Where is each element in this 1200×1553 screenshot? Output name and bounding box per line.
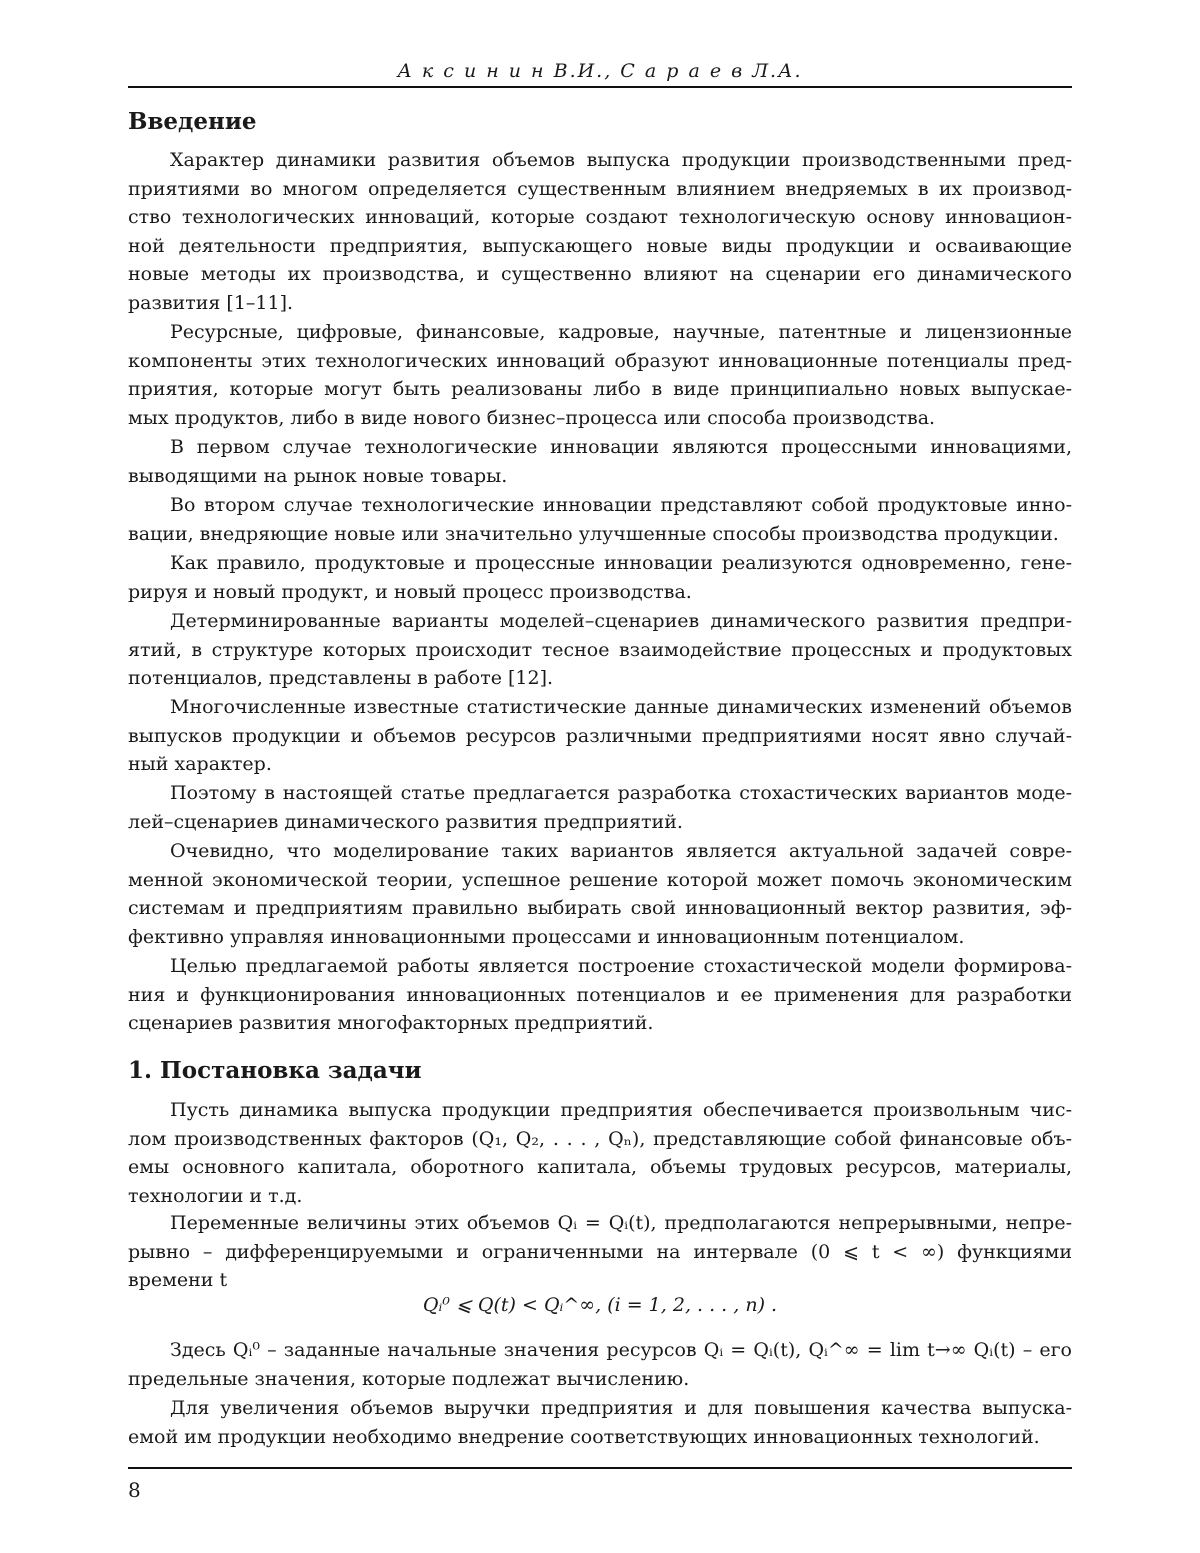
header-rule [128, 86, 1072, 88]
page-number: 8 [128, 1478, 141, 1502]
paragraph [128, 1096, 1072, 1210]
paragraph-line: выпусков продукции и объемов ресурсов различными предприятиями носят явно случай- [128, 724, 1072, 747]
paragraph-line: технологии и т.д. [128, 1184, 303, 1207]
paragraph-line: Как правило, продуктовые и процессные инновации реализуются одновременно, гене- [170, 552, 1072, 574]
paragraph-line: Многочисленные известные статистические данные динамических изменений объемов [170, 696, 1072, 718]
paragraph-line: рируя и новый продукт, и новый процесс производства. [128, 580, 692, 603]
paragraph-line: Для увеличения объемов выручки предприятия и для повышения качества выпуска- [170, 1397, 1072, 1419]
paragraph-line: ство технологических инноваций, которые создают технологическую основу инновацион- [128, 206, 1072, 229]
paragraph-line: приятиями во многом определяется существенным влиянием внедряемых в их производ- [128, 177, 1072, 200]
footer-rule [128, 1467, 1072, 1469]
section-title-problem-statement: 1. Постановка задачи [128, 1057, 422, 1084]
paragraph-line: развития [1–11]. [128, 291, 294, 314]
paragraph [128, 952, 1072, 1038]
paragraph-line: Здесь Qᵢ⁰ – заданные начальные значения ресурсов Qᵢ = Qᵢ(t), Qᵢ^∞ = lim t→∞ Qᵢ(t) – его [170, 1339, 1072, 1361]
paragraph-line: компоненты этих технологических инноваций образуют инновационные потенциалы пред- [128, 349, 1072, 372]
paragraph [128, 318, 1072, 432]
paragraph-line: выводящими на рынок новые товары. [128, 464, 508, 487]
paragraph [128, 1336, 1072, 1393]
paragraph [128, 146, 1072, 318]
paragraph-line: фективно управляя инновационными процессами и инновационным потенциалом. [128, 925, 965, 948]
paragraph [128, 1209, 1072, 1295]
paragraph-line: В первом случае технологические инновации являются процессными инновациями, [170, 436, 1072, 458]
paragraph-line: Характер динамики развития объемов выпуска продукции производственными пред- [170, 149, 1072, 171]
paragraph [128, 491, 1072, 548]
inequality-formula: Qᵢ⁰ ⩽ Q(t) < Qᵢ^∞, (i = 1, 2, . . . , n) . [422, 1294, 778, 1316]
paragraph-line: вации, внедряющие новые или значительно улучшенные способы производства продукции. [128, 522, 1059, 545]
paragraph-line: ный характер. [128, 753, 272, 776]
running-head: А к с и н и н В.И., С а р а е в Л.А. [397, 60, 803, 82]
paragraph-line: предельные значения, которые подлежат вычислению. [128, 1367, 690, 1390]
paragraph-line: Переменные величины этих объемов Qᵢ = Qᵢ(t), предполагаются непрерывными, непре- [170, 1212, 1072, 1234]
paragraph-line: времени t [128, 1269, 228, 1292]
paragraph-line: системам и предприятиям правильно выбирать свой инновационный вектор развития, эф- [128, 897, 1072, 920]
paragraph-line: емой им продукции необходимо внедрение соответствующих инновационных технологий. [128, 1425, 1040, 1448]
paragraph [128, 549, 1072, 606]
paragraph-line: лом производственных факторов (Q₁, Q₂, . . . , Qₙ), представляющие собой финансовые объ- [128, 1127, 1072, 1150]
paragraph-line: Ресурсные, цифровые, финансовые, кадровые, научные, патентные и лицензионные [170, 321, 1072, 343]
paragraph-line: мых продуктов, либо в виде нового бизнес–процесса или способа производства. [128, 406, 936, 429]
paragraph-line: менной экономической теории, успешное решение которой может помочь экономическим [128, 868, 1072, 891]
paragraph-line: потенциалов, представлены в работе [12]. [128, 667, 554, 690]
paragraph-line: Поэтому в настоящей статье предлагается разработка стохастических вариантов моде- [170, 782, 1072, 804]
paragraph-line: новые методы их производства, и существенно влияют на сценарии его динамического [128, 263, 1072, 286]
paragraph-line: рывно – дифференцируемыми и ограниченными на интервале (0 ⩽ t < ∞) функциями [128, 1240, 1072, 1263]
paragraph-line: емы основного капитала, оборотного капитала, объемы трудовых ресурсов, материалы, [128, 1156, 1072, 1179]
paragraph-line: ния и функционирования инновационных потенциалов и ее применения для разработки [128, 983, 1072, 1006]
paragraph-line: лей–сценариев динамического развития предприятий. [128, 810, 683, 833]
paragraph-line: приятия, которые могут быть реализованы либо в виде принципиально новых выпускае- [128, 378, 1072, 401]
paragraph [128, 607, 1072, 693]
paragraph-line: сценариев развития многофакторных предприятий. [128, 1012, 654, 1035]
paragraph [128, 693, 1072, 779]
paragraph [128, 779, 1072, 836]
section-title-introduction: Введение [128, 108, 257, 135]
paragraph-line: Целью предлагаемой работы является построение стохастической модели формирова- [170, 955, 1072, 977]
paragraph-line: Пусть динамика выпуска продукции предприятия обеспечивается произвольным чис- [170, 1099, 1072, 1121]
paragraph-line: ятий, в структуре которых происходит тесное взаимодействие процессных и продуктовых [128, 638, 1072, 661]
paragraph-line: Во втором случае технологические инновации представляют собой продуктовые инно- [170, 494, 1072, 516]
paragraph [128, 1394, 1072, 1451]
paragraph-line: ной деятельности предприятия, выпускающего новые виды продукции и осваивающие [128, 234, 1072, 257]
paragraph-line: Детерминированные варианты моделей–сценариев динамического развития предпри- [170, 610, 1072, 632]
paragraph [128, 837, 1072, 951]
paragraph-line: Очевидно, что моделирование таких вариантов является актуальной задачей совре- [170, 840, 1072, 862]
paragraph [128, 433, 1072, 490]
